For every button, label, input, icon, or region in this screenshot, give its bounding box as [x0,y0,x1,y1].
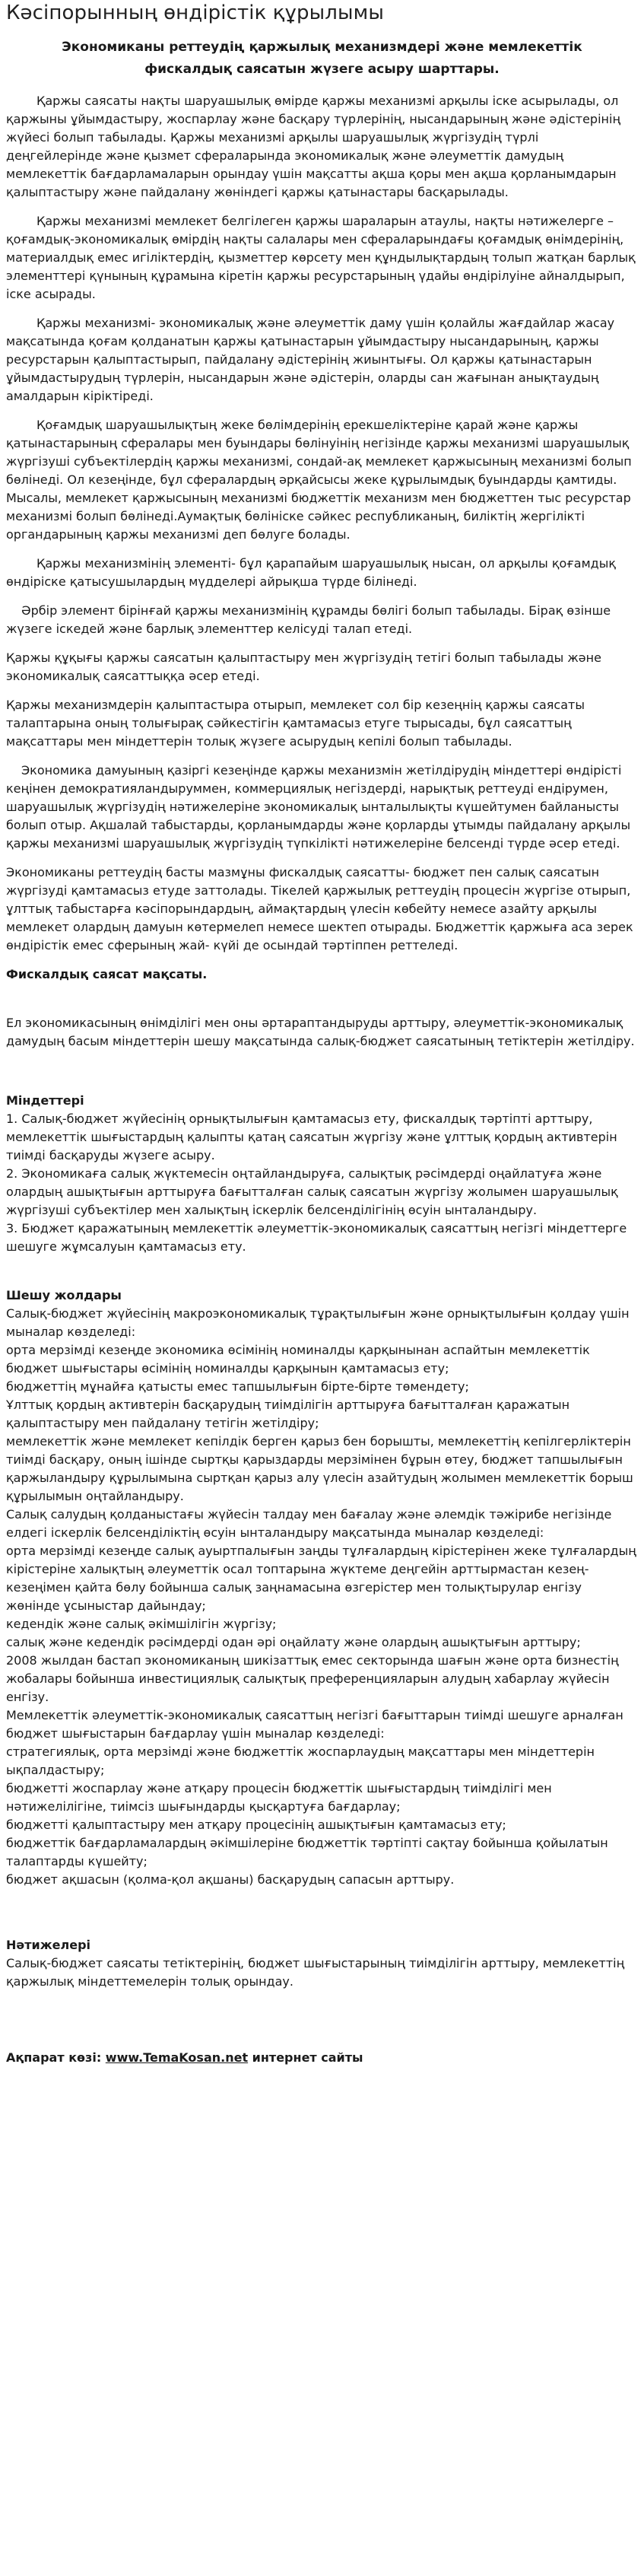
paragraph: Әрбір элемент бірінғай қаржы механизмінің құрамды бөлігі болып табылады. Бірақ өзінше жүзеге іскедей және барлық элементтер келісуді талап етеді. [6,603,611,636]
spacer [6,1889,638,1936]
source-suffix: интернет сайты [248,2050,363,2065]
spacer [6,984,638,1014]
list-item: 3. Бюджет қаражатының мемлекеттік әлеуметтік-экономикалық саясаттың негізгі міндеттерге шешуге жұмсалуын қамтамасыз ету. [6,1221,627,1254]
solutions-list [6,1305,638,1889]
list-item: стратегиялық, орта мерзімді және бюджеттік жоспарлаудың мақсаттары мен міндеттерін ықпалдастыру; [6,1744,595,1777]
fiscal-goal-text: Ел экономикасының өнімділігі мен оны әртараптандыруды арттыру, әлеуметтік-экономикалық дамудың басым міндеттерін шешу мақсатында салық-бюджет саясатының тетіктерін жетілдіру. [6,1016,635,1048]
list-item: 2008 жылдан бастап экономиканың шикізаттық емес секторында шағын және орта бизнестің жобалары бойынша инвестициялық салықтық преференцияларын алудың хабарлау жүйесін енгізу. [6,1653,619,1704]
paragraph: Экономиканы реттеудің басты мазмұны фискалдық саясатты- бюджет пен салық саясатын жүргізуді қамтамасыз етуде заттолады. Тікелей қаржылық реттеудің процесін жүргізе отырып, ұлттық табыстарға кәсіпорындардың, аймақтардың үлесін көбейту немесе азайту арқылы мемлекет олардың дамуын көтермелеп немесе шектеп отырады. Бюджеттік қаржыға аса зерек өндірістік емес сферының жай- күйі де осындай тәртіппен реттеледі. [6,865,633,952]
list-item: бюджетті қалыптастыру мен атқару процесінің ашықтығын қамтамасыз ету; [6,1818,506,1832]
list-item: Салық-бюджет жүйесінің макроэкономикалық тұрақтылығын және орнықтылығын қолдау үшін мыналар көзделеді: [6,1306,630,1339]
paragraph: Қаржы механизмі- экономикалық және әлеуметтік даму үшін қолайлы жағдайлар жасау мақсатында қоғам қолданатын қаржы қатынастарын ұйымдастыру нысандарының, қаржы ресурстарын қалыптастырып, пайдалану әдістерінің жиынтығы. Ол қаржы қатынастарын ұйымдастырудың түрлерін, нысандарын және әдістерін, оларды сан жағынан анықтаудың амалдарын кіріктіреді. [6,316,615,403]
list-item: 2. Экономикаға салық жүктемесін оңтайландыруға, салықтық рәсімдерді оңайлатуға және олардың ашықтығын арттыруға бағытталған салық саясатын жүргізу жолымен шаруашылық жүргізуші субъектілер мен халықтың іскерлік белсенділігінің өсуін ынталандыру. [6,1166,618,1217]
list-item: салық және кедендік рәсімдерді одан әрі оңайлату және олардың ашықтығын арттыру; [6,1635,581,1649]
source-prefix: Ақпарат көзі: [6,2050,106,2065]
paragraph: Қоғамдық шаруашылықтың жеке бөлімдерінің ерекшеліктеріне қарай және қаржы қатынастарының сфералары мен буындары бөлінуінің негізінде қаржы механизмі шаруашылық жүргізуші субъектілердің қаржы механизмі, сондай-ақ мемлекет қаржысының механизмі болып бөлінеді. Ол кезеңінде, бұл сфералардың әрқайсысы жеке құрылымдық буындарды қамтиды. Мысалы, мемлекет қаржысының механизмі бюджеттік механизм мен бюджеттен тыс ресурстар механизмі болып бөлінеді.Аумақтық бөлініске сәйкес республиканың, биліктің жергілікті органдарының қаржы механизмі деп бөлуге болады. [6,418,632,542]
list-item: Салық салудың қолданыстағы жүйесін талдау мен бағалау және әлемдік тәжірибе негізінде елдегі іскерлік белсенділіктің өсуін ынталандыру мақсатында мыналар көзделеді: [6,1507,612,1540]
solutions-title: Шешу жолдары [6,1288,122,1302]
list-item: бюджет ақшасын (қолма-қол ақшаны) басқарудың сапасын арттыру. [6,1872,455,1887]
results-title: Нәтижелері [6,1938,91,1952]
tasks-title: Міндеттері [6,1093,84,1108]
list-item: кедендік және салық әкімшілігін жүргізу; [6,1617,277,1631]
paragraph: Қаржы механизмдерін қалыптастыра отырып, мемлекет сол бір кезеңнің қаржы саясаты талаптарына оның толығырақ сәйкестігін қамтамасыз етуге тырысады, бұл саясаттың мақсаттары мен міндеттерін толық жүзеге асырудың кепілі болып табылады. [6,698,585,749]
list-item: 1. Салық-бюджет жүйесінің орнықтылығын қамтамасыз ету, фискалдық тәртіпті арттыру, мемлекеттік шығыстардың қалыпты қатаң саясатын жүргізу және ұлттық қордың активтерін тиімді басқаруды жүзеге асыру. [6,1111,617,1162]
page-title: Кәсіпорынның өндірістік құрылымы [6,2,384,24]
paragraph: Қаржы саясаты нақты шаруашылық өмірде қаржы механизмі арқылы іске асырылады, ол қаржыны ұйымдастыру, жоспарлау және басқару түрлерінің, нысандарының және әдістерінің жүйесі болып табылады. Қаржы механизмі арқылы шаруашылық жүргізудің түрлі деңгейлерінде және қызмет сфераларында экономикалық және әлеуметтік дамудың мемлекеттік бағдарламаларын орындау үшін мақсатты ақша қоры мен ақша қорланымдарын қалыптастыру және пайдалану жөніндегі қаржы қатынастары басқарылады. [6,94,621,199]
paragraph: Қаржы механизмі мемлекет белгілеген қаржы шараларын атаулы, нақты нәтижелерге – қоғамдық-экономикалық өмірдің нақты салалары мен сфераларындағы қоғамдық өнімдерінің, материалдық емес игіліктердің, қызметтер көрсету мен құндылықтардың толып жатқан барлық элементтері қүнының құрамына кіретін қаржы ресурстарының үдайы өндірілуіне айналдырып, іске асырады. [6,214,636,301]
fiscal-goal-title: Фискалдық саясат мақсаты. [6,967,208,981]
spacer [6,1061,638,1092]
tasks-list [6,1110,638,1256]
spacer [6,2002,638,2049]
spacer [6,1256,638,1286]
paragraph: Экономика дамуының қазіргі кезеңінде қаржы механизмін жетілдірудің міндеттері өндірісті кеңінен демократияландыруммен, коммерциялық негіздерді, нарықтық реттеуді ендірумен, шаруашылық жүргізудің нәтижелеріне экономикалық ынталылықты күшейтумен байланысты болып отыр. Ақшалай табыстарды, қорланымдарды және қорларды ұтымды пайдалану арқылы қаржы механизмі шаруашылық жүргізудің түпкілікті нәтижелеріне белсенді түрде әсер етеді. [6,763,631,851]
results-text: Салық-бюджет саясаты тетіктерінің, бюджет шығыстарының тиімділігін арттыру, мемлекеттің қаржылық міндеттемелерін толық орындау. [6,1956,625,1989]
list-item: Ұлттық қордың активтерін басқарудың тиімділігін арттыруға бағытталған қаражатын қалыптастыру мен пайдалану тетігін жетілдіру; [6,1398,570,1430]
list-item: бюджеттік бағдарламалардың әкімшілеріне бюджеттік тәртіпті сақтау бойынша қойылатын талаптарды күшейту; [6,1836,608,1868]
list-item: орта мерзімді кезеңде экономика өсімінің номиналды қарқынынан аспайтын мемлекеттік бюджет шығыстары өсімінің номиналды қарқынын қамтамасыз ету; [6,1343,590,1375]
list-item: бюджеттің мұнайға қатысты емес тапшылығын бірте-бірте төмендету; [6,1379,469,1394]
list-item: мемлекеттік және мемлекет кепілдік берген қарыз бен борышты, мемлекеттің кепілгерліктерін тиімді басқару, оның ішінде сыртқы қарыздарды мерзімінен бұрын өтеу, бюджет тапшылығын қаржыландыру құрылымына сыртқан қарыз алу үлесін азайтудың жолымен мемлекеттік борыш құрылымын оңтайландыру. [6,1434,633,1503]
article-heading: Экономиканы реттеудің қаржылық механизмдері және мемлекеттік фискалдық саясатын жүзеге асыру шарттары. [62,40,582,77]
list-item: Мемлекеттік әлеуметтік-экономикалық саясаттың негізгі бағыттарын тиімді шешуге арналған бюджет шығыстарын бағдарлау үшін мыналар көзделеді: [6,1708,623,1741]
source-line [6,2049,638,2067]
list-item: орта мерзімді кезеңде салық ауыртпалығын заңды тұлғалардың кірістерінен жеке тұлғалардың кірістеріне халықтың әлеуметтік осал топтарына жүктеме деңгейін арттырмастан кезең-кезеңімен қайта бөлу бойынша салық заңнамасына өзгерістер мен толықтырулар енгізу жөнінде ұсыныстар дайындау; [6,1544,636,1613]
article [6,0,638,2067]
paragraph: Қаржы құқығы қаржы саясатын қалыптастыру мен жүргізудің тетігі болып табылады және экономикалық саясаттыққа әсер етеді. [6,650,601,683]
paragraph: Қаржы механизмінің элементі- бұл қарапайым шаруашылық нысан, ол арқылы қоғамдық өндіріске қатысушылардың мүдделері айрықша түрде білінеді. [6,556,616,589]
list-item: бюджетті жоспарлау және атқару процесін бюджеттік шығыстардың тиімділігі мен нәтижелілігіне, тиімсіз шығындарды қысқартуға бағдарлау; [6,1781,552,1814]
source-link[interactable]: www.TemaKosan.net [105,2050,249,2065]
